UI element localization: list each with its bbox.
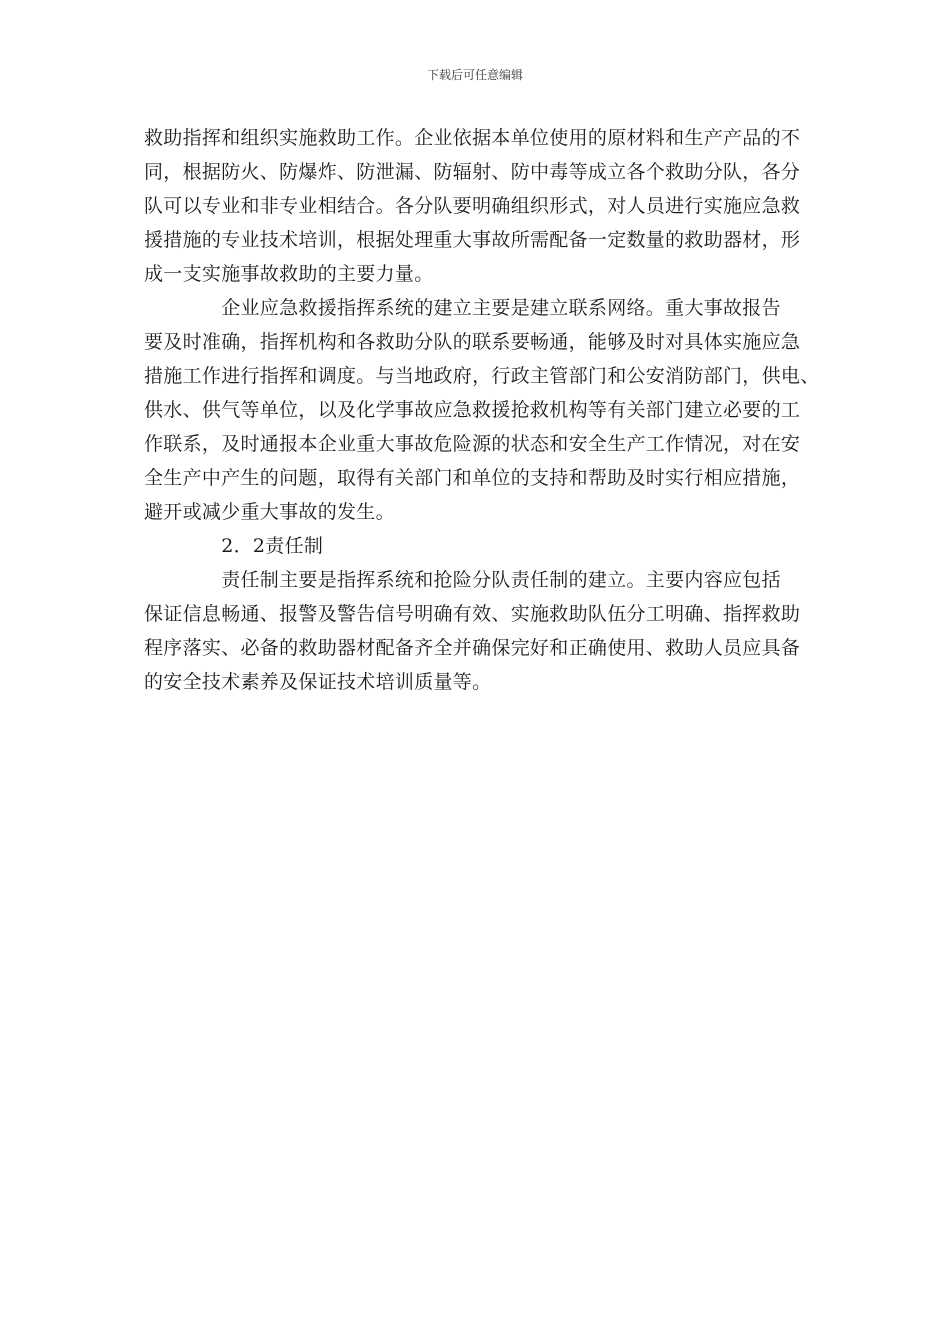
text-line: 供水、供气等单位，以及化学事故应急救援抢救机构等有关部门建立必要的工: [144, 399, 801, 421]
text-line: 全生产中产生的问题，取得有关部门和单位的支持和帮助及时实行相应措施，: [144, 467, 801, 489]
text-line: 责任制主要是指挥系统和抢险分队责任制的建立。主要内容应包括: [144, 569, 781, 591]
document-body: [144, 121, 828, 699]
section-heading: 2．2责任制: [144, 535, 324, 557]
text-line: 救助指挥和组织实施救助工作。企业依据本单位使用的原材料和生产产品的不: [144, 127, 801, 149]
text-line: 避开或减少重大事故的发生。: [144, 501, 395, 523]
text-line: 的安全技术素养及保证技术培训质量等。: [144, 671, 492, 693]
text-line: 队可以专业和非专业相结合。各分队要明确组织形式，对人员进行实施应急救: [144, 195, 801, 217]
text-line: 同，根据防火、防爆炸、防泄漏、防辐射、防中毒等成立各个救助分队，各分: [144, 161, 801, 183]
text-line: 程序落实、必备的救助器材配备齐全并确保完好和正确使用、救助人员应具备: [144, 637, 801, 659]
header-note: 下载后可任意编辑: [426, 68, 523, 82]
text-line: 援措施的专业技术培训，根据处理重大事故所需配备一定数量的救助器材，形: [144, 229, 801, 251]
text-line: 作联系，及时通报本企业重大事故危险源的状态和安全生产工作情况，对在安: [144, 433, 801, 455]
text-line: 措施工作进行指挥和调度。与当地政府，行政主管部门和公安消防部门，供电、: [144, 365, 820, 387]
text-line: 要及时准确，指挥机构和各救助分队的联系要畅通，能够及时对具体实施应急: [144, 331, 801, 353]
text-line: 保证信息畅通、报警及警告信号明确有效、实施救助队伍分工明确、指挥救助: [144, 603, 801, 625]
text-line: 成一支实施事故救助的主要力量。: [144, 263, 434, 285]
text-line: 企业应急救援指挥系统的建立主要是建立联系网络。重大事故报告: [144, 297, 781, 319]
